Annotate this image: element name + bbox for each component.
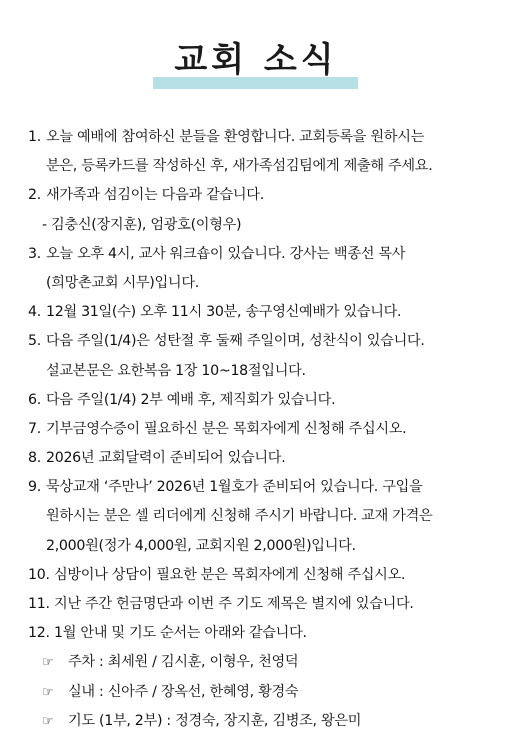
list-item: [28, 123, 498, 152]
item-text-continuation: 설교본문은 요한복음 1장 10~18절입니다.: [46, 362, 306, 379]
item-text: 다음 주일(1/4) 2부 예배 후, 제직회가 있습니다.: [46, 391, 336, 408]
item-text: 기부금영수증이 필요하신 분은 목회자에게 신청해 주십시오.: [46, 420, 407, 437]
item-number: 6.: [28, 391, 41, 408]
item-subline: - 김충신(장지훈), 엄광호(이형우): [42, 216, 242, 233]
list-item: [28, 240, 498, 269]
list-item: [28, 444, 498, 473]
list-item: [28, 327, 498, 356]
item-text: 2026년 교회달력이 준비되어 있습니다.: [46, 450, 286, 467]
list-item: [28, 298, 498, 327]
pointing-hand-icon: ☞: [42, 655, 54, 671]
item-text: 심방이나 상담이 필요한 분은 목회자에게 신청해 주십시오.: [54, 566, 406, 583]
item-text: 묵상교재 ‘주만나’ 2026년 1월호가 준비되어 있습니다. 구입을: [46, 479, 423, 496]
pointing-hand-icon: ☞: [42, 713, 54, 729]
schedule-text: 주차 : 최세원 / 김시훈, 이형우, 천영덕: [68, 654, 299, 671]
item-number: 11.: [28, 596, 50, 612]
list-item: [28, 386, 498, 415]
schedule-row: [28, 678, 498, 707]
item-text-continuation: 2,000원(정가 4,000원, 교회지원 2,000원)입니다.: [46, 537, 356, 554]
item-text: 오늘 오후 4시, 교사 워크숍이 있습니다. 강사는 백종선 목사: [46, 245, 406, 262]
item-number: 8.: [28, 450, 41, 467]
item-text: 다음 주일(1/4)은 성탄절 후 둘째 주일이며, 성찬식이 있습니다.: [46, 333, 425, 350]
list-item: [28, 619, 498, 648]
item-number: 2.: [28, 187, 41, 204]
pointing-hand-icon: ☞: [42, 684, 54, 700]
item-text: 12월 31일(수) 오후 11시 30분, 송구영신예배가 있습니다.: [46, 304, 402, 321]
item-number: 7.: [28, 420, 41, 437]
item-text: 새가족과 섬김이는 다음과 같습니다.: [46, 187, 264, 204]
page-title: 교회 소식: [174, 40, 338, 80]
item-text: 1월 안내 및 기도 순서는 아래와 같습니다.: [54, 625, 307, 642]
schedule-text: 실내 : 신아주 / 장옥선, 한혜영, 황경숙: [68, 683, 299, 700]
item-number: 4.: [28, 304, 41, 321]
title-area: [0, 32, 512, 81]
item-number: 10.: [28, 566, 50, 583]
item-number: 12.: [28, 625, 50, 642]
item-number: 9.: [28, 479, 41, 496]
item-number: 3.: [28, 245, 41, 262]
list-item: [28, 473, 498, 502]
schedule-text: 기도 (1부, 2부) : 정경숙, 장지훈, 김병조, 왕은미: [68, 712, 362, 729]
item-text-continuation: 원하시는 분은 셀 리더에게 신청해 주시기 바랍니다. 교재 가격은: [46, 508, 433, 525]
list-item: [28, 561, 498, 590]
list-item: [28, 415, 498, 444]
schedule-row: [28, 648, 498, 677]
item-text-continuation: (희망촌교회 시무)입니다.: [46, 274, 199, 291]
item-text: 지난 주간 헌금명단과 이번 주 기도 제목은 별지에 있습니다.: [54, 596, 414, 612]
schedule-row: [28, 707, 498, 736]
item-text: 오늘 예배에 참여하신 분들을 환영합니다. 교회등록을 원하시는: [46, 129, 425, 145]
item-number: 1.: [28, 129, 41, 145]
item-number: 5.: [28, 333, 41, 350]
item-text-continuation: 분은, 등록카드를 작성하신 후, 새가족섬김팀에게 제출해 주세요.: [46, 158, 433, 175]
list-item: [28, 181, 498, 210]
announcement-list: [28, 123, 498, 736]
list-item: [28, 590, 498, 619]
